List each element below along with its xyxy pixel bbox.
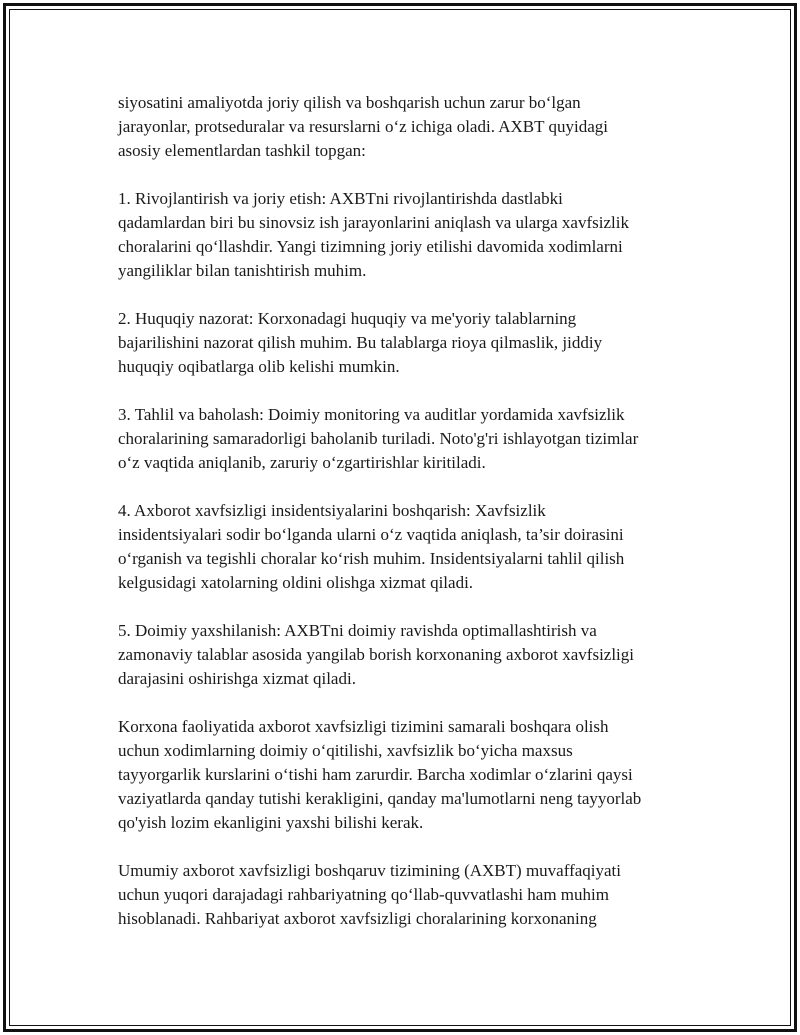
paragraph-intro xyxy=(118,91,698,163)
text-line: qadamlardan biri bu sinovsiz ish jarayonlarini aniqlash va ularga xavfsizlik xyxy=(118,213,629,232)
text-line: hisoblanadi. Rahbariyat axborot xavfsizligi choralarining korxonaning xyxy=(118,909,597,928)
paragraph-item-3 xyxy=(118,403,698,475)
text-line: 4. Axborot xavfsizligi insidentsiyalarini boshqarish: Xavfsizlik xyxy=(118,501,546,520)
text-line: Korxona faoliyatida axborot xavfsizligi tizimini samarali boshqara olish xyxy=(118,717,609,736)
paragraph-leadership xyxy=(118,859,698,931)
text-line: 1. Rivojlantirish va joriy etish: AXBTni rivojlantirishda dastlabki xyxy=(118,189,563,208)
text-line: darajasini oshirishga xizmat qiladi. xyxy=(118,669,356,688)
paragraph-item-5 xyxy=(118,619,698,691)
text-line: yangiliklar bilan tanishtirish muhim. xyxy=(118,261,367,280)
text-line: choralarini qo‘llashdir. Yangi tizimning joriy etilishi davomida xodimlarni xyxy=(118,237,623,256)
text-line: jarayonlar, protseduralar va resurslarni o‘z ichiga oladi. AXBT quyidagi xyxy=(118,117,608,136)
text-line: 2. Huquqiy nazorat: Korxonadagi huquqiy va me'yoriy talablarning xyxy=(118,309,577,328)
text-line: o‘z vaqtida aniqlanib, zaruriy o‘zgartirishlar kiritiladi. xyxy=(118,453,486,472)
paragraph-item-4 xyxy=(118,499,698,595)
text-line: tayyorgarlik kurslarini o‘tishi ham zarurdir. Barcha xodimlar o‘zlarini qaysi xyxy=(118,765,633,784)
text-line: vaziyatlarda qanday tutishi kerakligini, qanday ma'lumotlarni neng tayyorlab xyxy=(118,789,642,808)
paragraph-training xyxy=(118,715,698,835)
text-line: uchun xodimlarning doimiy o‘qitilishi, xavfsizlik bo‘yicha maxsus xyxy=(118,741,573,760)
text-line: huquqiy oqibatlarga olib kelishi mumkin. xyxy=(118,357,400,376)
text-line: kelgusidagi xatolarning oldini olishga xizmat qiladi. xyxy=(118,573,474,592)
paragraph-item-2 xyxy=(118,307,698,379)
text-line: qo'yish lozim ekanligini yaxshi bilishi kerak. xyxy=(118,813,424,832)
text-line: Umumiy axborot xavfsizligi boshqaruv tizimining (AXBT) muvaffaqiyati xyxy=(118,861,621,880)
text-line: bajarilishini nazorat qilish muhim. Bu talablarga rioya qilmaslik, jiddiy xyxy=(118,333,603,352)
text-line: uchun yuqori darajadagi rahbariyatning qo‘llab-quvvatlashi ham muhim xyxy=(118,885,609,904)
text-line: insidentsiyalari sodir bo‘lganda ularni o‘z vaqtida aniqlash, ta’sir doirasini xyxy=(118,525,624,544)
paragraph-item-1 xyxy=(118,187,698,283)
document-body xyxy=(118,91,698,955)
text-line: 3. Tahlil va baholash: Doimiy monitoring va auditlar yordamida xavfsizlik xyxy=(118,405,625,424)
text-line: 5. Doimiy yaxshilanish: AXBTni doimiy ravishda optimallashtirish va xyxy=(118,621,597,640)
text-line: siyosatini amaliyotda joriy qilish va boshqarish uchun zarur bo‘lgan xyxy=(118,93,581,112)
text-line: choralarining samaradorligi baholanib turiladi. Noto'g'ri ishlayotgan tizimlar xyxy=(118,429,639,448)
text-line: o‘rganish va tegishli choralar ko‘rish muhim. Insidentsiyalarni tahlil qilish xyxy=(118,549,625,568)
text-line: zamonaviy talablar asosida yangilab borish korxonaning axborot xavfsizligi xyxy=(118,645,635,664)
text-line: asosiy elementlardan tashkil topgan: xyxy=(118,141,366,160)
